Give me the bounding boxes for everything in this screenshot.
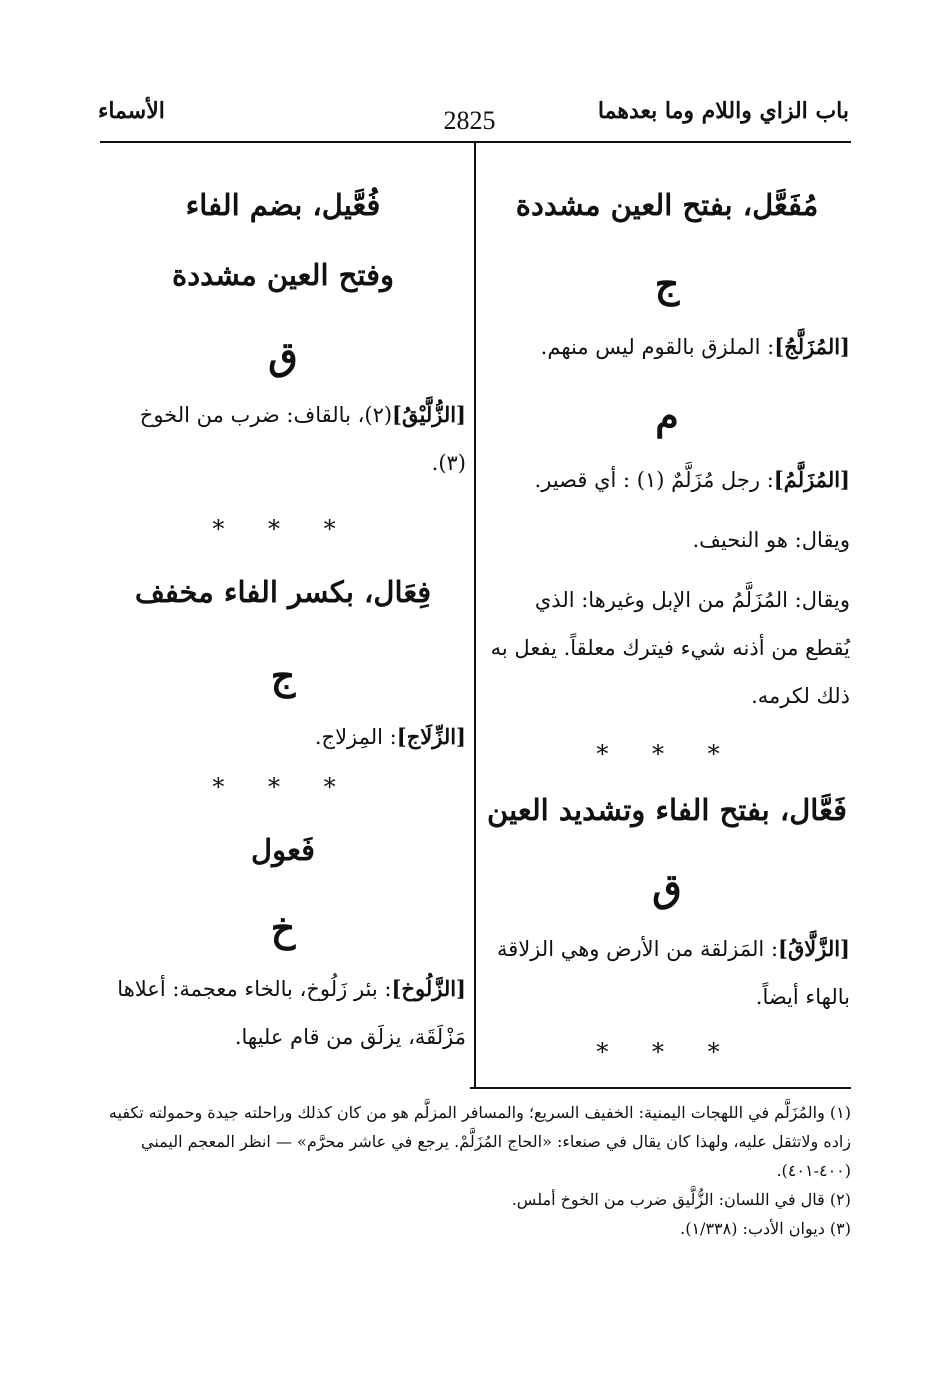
- footnotes: [100, 1098, 851, 1243]
- letter-qaf: ق: [652, 865, 682, 910]
- entry-term: [الزُّلَّيْقُ]: [392, 402, 466, 427]
- page-number: 2825: [443, 106, 496, 135]
- chapter-title: باب الزاي واللام وما بعدهما: [597, 98, 849, 124]
- separator-stars: * * *: [212, 515, 354, 543]
- heading-fuayl-1: فُعَّيل، بضم الفاء: [185, 188, 381, 222]
- letter-mim: م: [655, 393, 679, 438]
- column-divider: [474, 143, 476, 1088]
- entry-term: [الزِّلَاج]: [396, 724, 466, 749]
- entry-definition: (٢)، بالقاف: ضرب من الخوخ (٣).: [139, 403, 466, 475]
- separator-stars: * * *: [596, 740, 738, 768]
- letter-qaf: ق: [268, 333, 298, 378]
- letter-kha: خ: [270, 905, 296, 950]
- entry-definition: : المَزلقة من الأرض وهي الزلاقة بالهاء أيضاً.: [496, 937, 850, 1009]
- separator-stars: * * *: [212, 773, 354, 801]
- entry-zulleiq: [100, 391, 466, 487]
- footnote-rule: [470, 1087, 851, 1089]
- entry-definition: : بئر زَلُوخ، بالخاء معجمة: أعلاها مَزْلَقَة، يزلَق من قام عليها.: [117, 977, 466, 1049]
- para-ibil: ويقال: المُزَلَّمُ من الإبل وغيرها: الذي يُقطع من أذنه شيء فيترك معلقاً. يفعل به ذلك لكرمه.: [490, 588, 850, 708]
- heading-fiaal: فِعَال، بكسر الفاء مخفف: [134, 575, 432, 609]
- entry-zallaq: [484, 925, 850, 1021]
- heading-faal: فَعَّال، بفتح الفاء وتشديد العين: [487, 793, 847, 827]
- section-title: الأسماء: [98, 98, 165, 124]
- letter-jim: ج: [654, 261, 680, 306]
- entry-term: [المُزَلَّمُ]: [773, 467, 850, 492]
- line-nahif: ويقال: هو النحيف.: [692, 528, 850, 552]
- entry-definition: : الملزق بالقوم ليس منهم.: [540, 335, 775, 359]
- entry-muzallaj: [484, 323, 850, 371]
- heading-faul: فَعول: [251, 833, 315, 867]
- entry-definition: : المِزلاج.: [314, 725, 397, 749]
- footnote-1: (١) والمُزَلَّم في اللهجات اليمنية: الخفيف السريع؛ والمسافر المزلَّم هو من كان كذلك وراحلته جيدة وحمولته تكفيه زاده ولاتثقل عليه، ولهذا كان يقال في صنعاء: «الحاج المُزَلَّمْ. يرجع في عاشر محرَّم» — انظر المعجم اليمني (٤٠٠-٤٠١).: [108, 1103, 851, 1180]
- entry-term: [المُزَلَّجُ]: [774, 334, 850, 359]
- letter-jim: ج: [270, 653, 296, 698]
- separator-stars: * * *: [596, 1038, 738, 1066]
- entry-zalukh: [100, 965, 466, 1061]
- footnote-2: (٢) قال في اللسان: الزُّلَّيق ضرب من الخوخ أملس.: [511, 1190, 851, 1209]
- footnote-3: (٣) ديوان الأدب: (١/٣٣٨).: [680, 1219, 851, 1238]
- entry-term: [الزَّلَّاقُ]: [778, 936, 850, 961]
- heading-mufaal: مُفَعَّل، بفتح العين مشددة: [515, 188, 819, 222]
- entry-zilaj: [100, 713, 466, 761]
- heading-fuayl-2: وفتح العين مشددة: [172, 258, 394, 292]
- entry-definition: : رجل مُزَلَّمٌ (١) : أي قصير.: [534, 468, 774, 492]
- entry-muzallam: [484, 456, 850, 504]
- entry-term: [الزَّلُوخ]: [391, 976, 466, 1001]
